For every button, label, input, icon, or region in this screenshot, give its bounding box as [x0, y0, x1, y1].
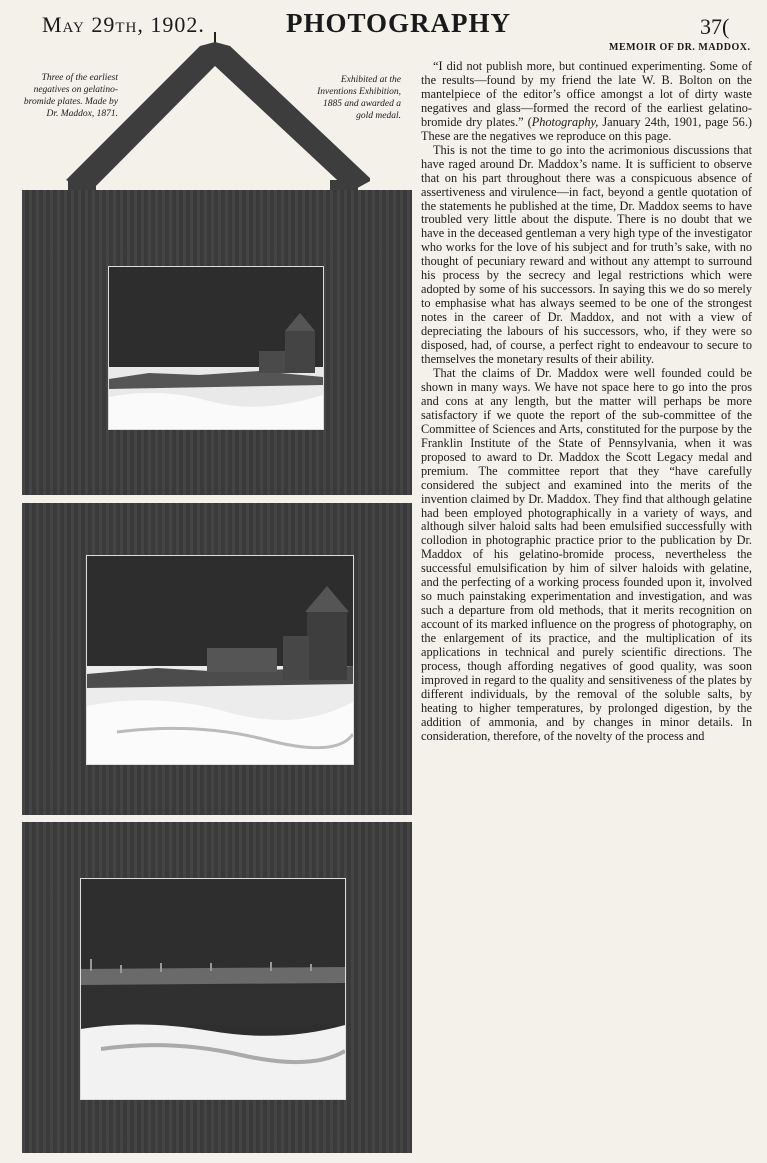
issue-date: May 29th, 1902.	[42, 12, 205, 37]
page-number: 37(	[700, 14, 730, 39]
mount-panel-1	[22, 190, 412, 495]
article-paragraph-2: This is not the time to go into the acrimonious discussions that have raged around Dr. Maddox’s name. It is sufficient to observe that on his part throughout there was a conspicuous absence of assertiveness and virulence—in fact, beyond a gentle quotation of the statements he published at the time, Dr. Maddox seems to have troubled very little about the dispute. There is no doubt that we have in the deceased gentleman a very high type of the investigator who works for the love of his subject and for truth’s sake, with no thought of pecuniary reward and without any attempt to surround his process by the secrecy and legal restrictions which were adopted by some of his successors. In saying this we do so merely to emphasise what has always seemed to be one of the strongest notes in the career of Dr. Maddox, and not with a view of depreciating the labours of his successors, who, if they were so disposed, had, of course, a perfect right to endeavour to secure to themselves the monetary results of their ability.	[421, 142, 752, 367]
quote-text: “I did not publish more, but continued experimenting. Some of the results—found by my friend the late W. B. Bolton on the mantelpiece of the editor’s office amongst a lot of dirty waste negatives and glass—formed the record of the earliest gelatino-bromide dry plates.” (	[421, 59, 752, 129]
mount-panel-3	[22, 822, 412, 1153]
article-paragraph-3: That the claims of Dr. Maddox were well founded could be shown in many ways. We have not space here to go into the pros and cons at any length, but the matter will perhaps be more satisfactory if we quote the report of the sub-committee of the Committee of Sciences and Arts, constituted for the purpose by the Franklin Institute of the State of Pennsylvania, when it was proposed to award to Dr. Maddox the Scott Legacy medal and premium. The committee report that they “have carefully considered the subject and examined into the merits of the invention claimed by Dr. Maddox. They find that although gelatine had been employed photographically in a variety of ways, and although silver haloid salts had been emulsified successfully with collodion in photographic practice prior to the publication by Dr. Maddox of his gelatino-bromide process, nevertheless the successful emulsification by him of silver haloids with gelatine, and the perfecting of a working process founded upon it, involved so much painstaking experimentation and investigation, and was such a departure from old methods, that it merits recognition on account of its marked influence on the progress of photography, on the enlargement of its practice, and the multiplication of its applications in technical and purely scientific directions. The process, though affording negatives of good quality, was soon improved in regard to the quality and sensitiveness of the plates by different individuals, by the removal of the soluble salts, by heating to higher temperatures, by prolonged digestion, by the addition of ammonia, and by changes in minor details. In consideration, therefore, of the novelty of the process and	[421, 365, 752, 743]
article-paragraph-1	[421, 60, 752, 144]
negative-photo-1	[108, 266, 324, 430]
journal-reference: Photography,	[531, 114, 599, 129]
negative-photo-3	[80, 878, 346, 1100]
caption-right: Exhibited at the Inventions Exhibition, 1885 and awarded a gold medal.	[317, 75, 401, 121]
hanging-strap	[60, 30, 370, 200]
negative-photo-2	[86, 555, 354, 765]
running-head: MEMOIR OF DR. MADDOX.	[609, 42, 751, 53]
mount-panel-2	[22, 503, 412, 815]
quote-citation: January 24th, 1901, page 56.) These are the negatives we reproduce on this page.	[421, 114, 752, 143]
masthead: PHOTOGRAPHY	[286, 8, 512, 38]
article-column	[421, 60, 752, 744]
caption-left: Three of the earliest negatives on gelatino-bromide plates. Made by Dr. Maddox, 1871.	[23, 73, 118, 119]
